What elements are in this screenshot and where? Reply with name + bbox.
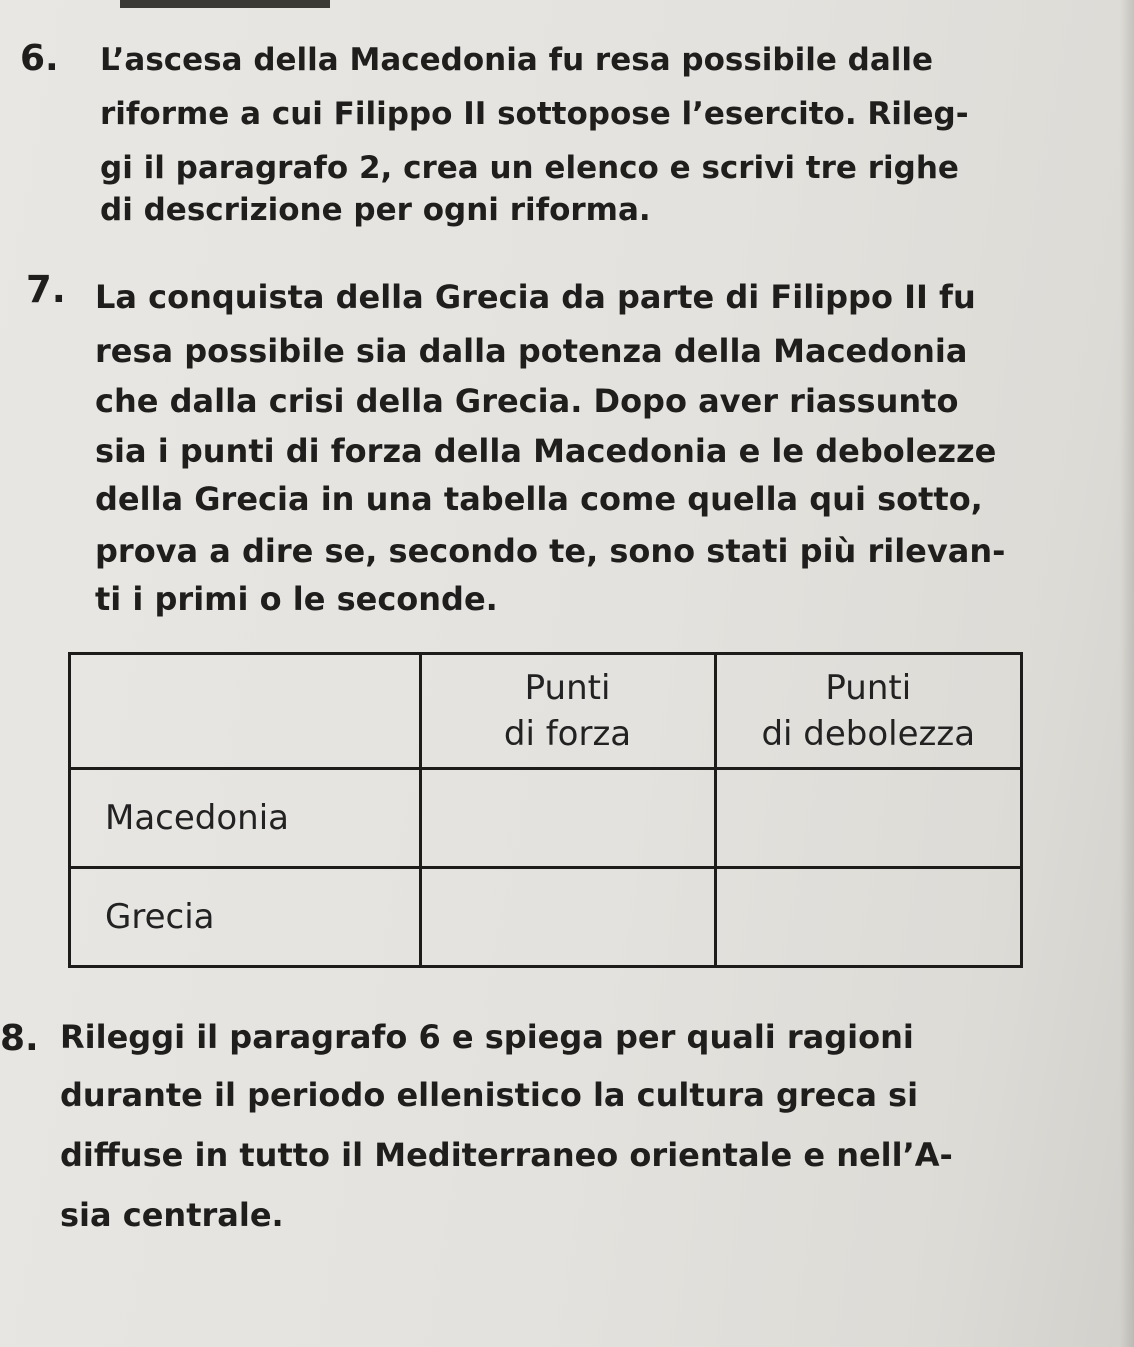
cell-weaknesses[interactable] — [715, 769, 1021, 868]
cell-strengths[interactable] — [420, 769, 715, 868]
exercise-text-line: riforme a cui Filippo II sottopose l’esercito. Rileg- — [100, 96, 969, 132]
header-line: di debolezza — [761, 714, 976, 754]
table-header-weaknesses — [715, 654, 1021, 769]
cell-strengths[interactable] — [420, 868, 715, 967]
header-line: Punti — [825, 668, 912, 708]
table-row — [70, 868, 1022, 967]
exercise-text-line: diffuse in tutto il Mediterraneo orientale e nell’A- — [60, 1136, 953, 1174]
exercise-text-line: La conquista della Grecia da parte di Filippo II fu — [95, 278, 976, 316]
exercise-text-line: Rileggi il paragrafo 6 e spiega per quali ragioni — [60, 1018, 914, 1056]
exercise-text-line: che dalla crisi della Grecia. Dopo aver riassunto — [95, 382, 959, 420]
page-shadow — [1120, 0, 1134, 1347]
row-label: Macedonia — [70, 769, 421, 868]
header-line: di forza — [503, 714, 632, 754]
table-header-empty — [70, 654, 421, 769]
exercise-number: 6. — [20, 38, 59, 79]
exercise-text-line: prova a dire se, secondo te, sono stati più rilevan- — [95, 532, 1006, 570]
exercise-text-line: di descrizione per ogni riforma. — [100, 192, 651, 228]
exercise-text-line: della Grecia in una tabella come quella qui sotto, — [95, 480, 983, 518]
exercise-text-line: sia i punti di forza della Macedonia e le debolezze — [95, 432, 997, 470]
exercise-text-line: sia centrale. — [60, 1196, 284, 1234]
exercise-number: 8. — [0, 1018, 39, 1059]
exercise-number: 7. — [26, 268, 66, 311]
exercise-text-line: gi il paragrafo 2, crea un elenco e scrivi tre righe — [100, 150, 959, 186]
comparison-table — [68, 652, 1023, 968]
table-header-strengths — [420, 654, 715, 769]
table-header-row — [70, 654, 1022, 769]
exercise-text-line: durante il periodo ellenistico la cultura greca si — [60, 1076, 919, 1114]
cell-weaknesses[interactable] — [715, 868, 1021, 967]
row-label: Grecia — [70, 868, 421, 967]
header-line: Punti — [524, 668, 611, 708]
table-row — [70, 769, 1022, 868]
book-top-edge — [120, 0, 330, 8]
exercise-text-line: resa possibile sia dalla potenza della Macedonia — [95, 332, 968, 370]
exercise-text-line: L’ascesa della Macedonia fu resa possibile dalle — [100, 42, 934, 78]
exercise-text-line: ti i primi o le seconde. — [95, 580, 498, 618]
